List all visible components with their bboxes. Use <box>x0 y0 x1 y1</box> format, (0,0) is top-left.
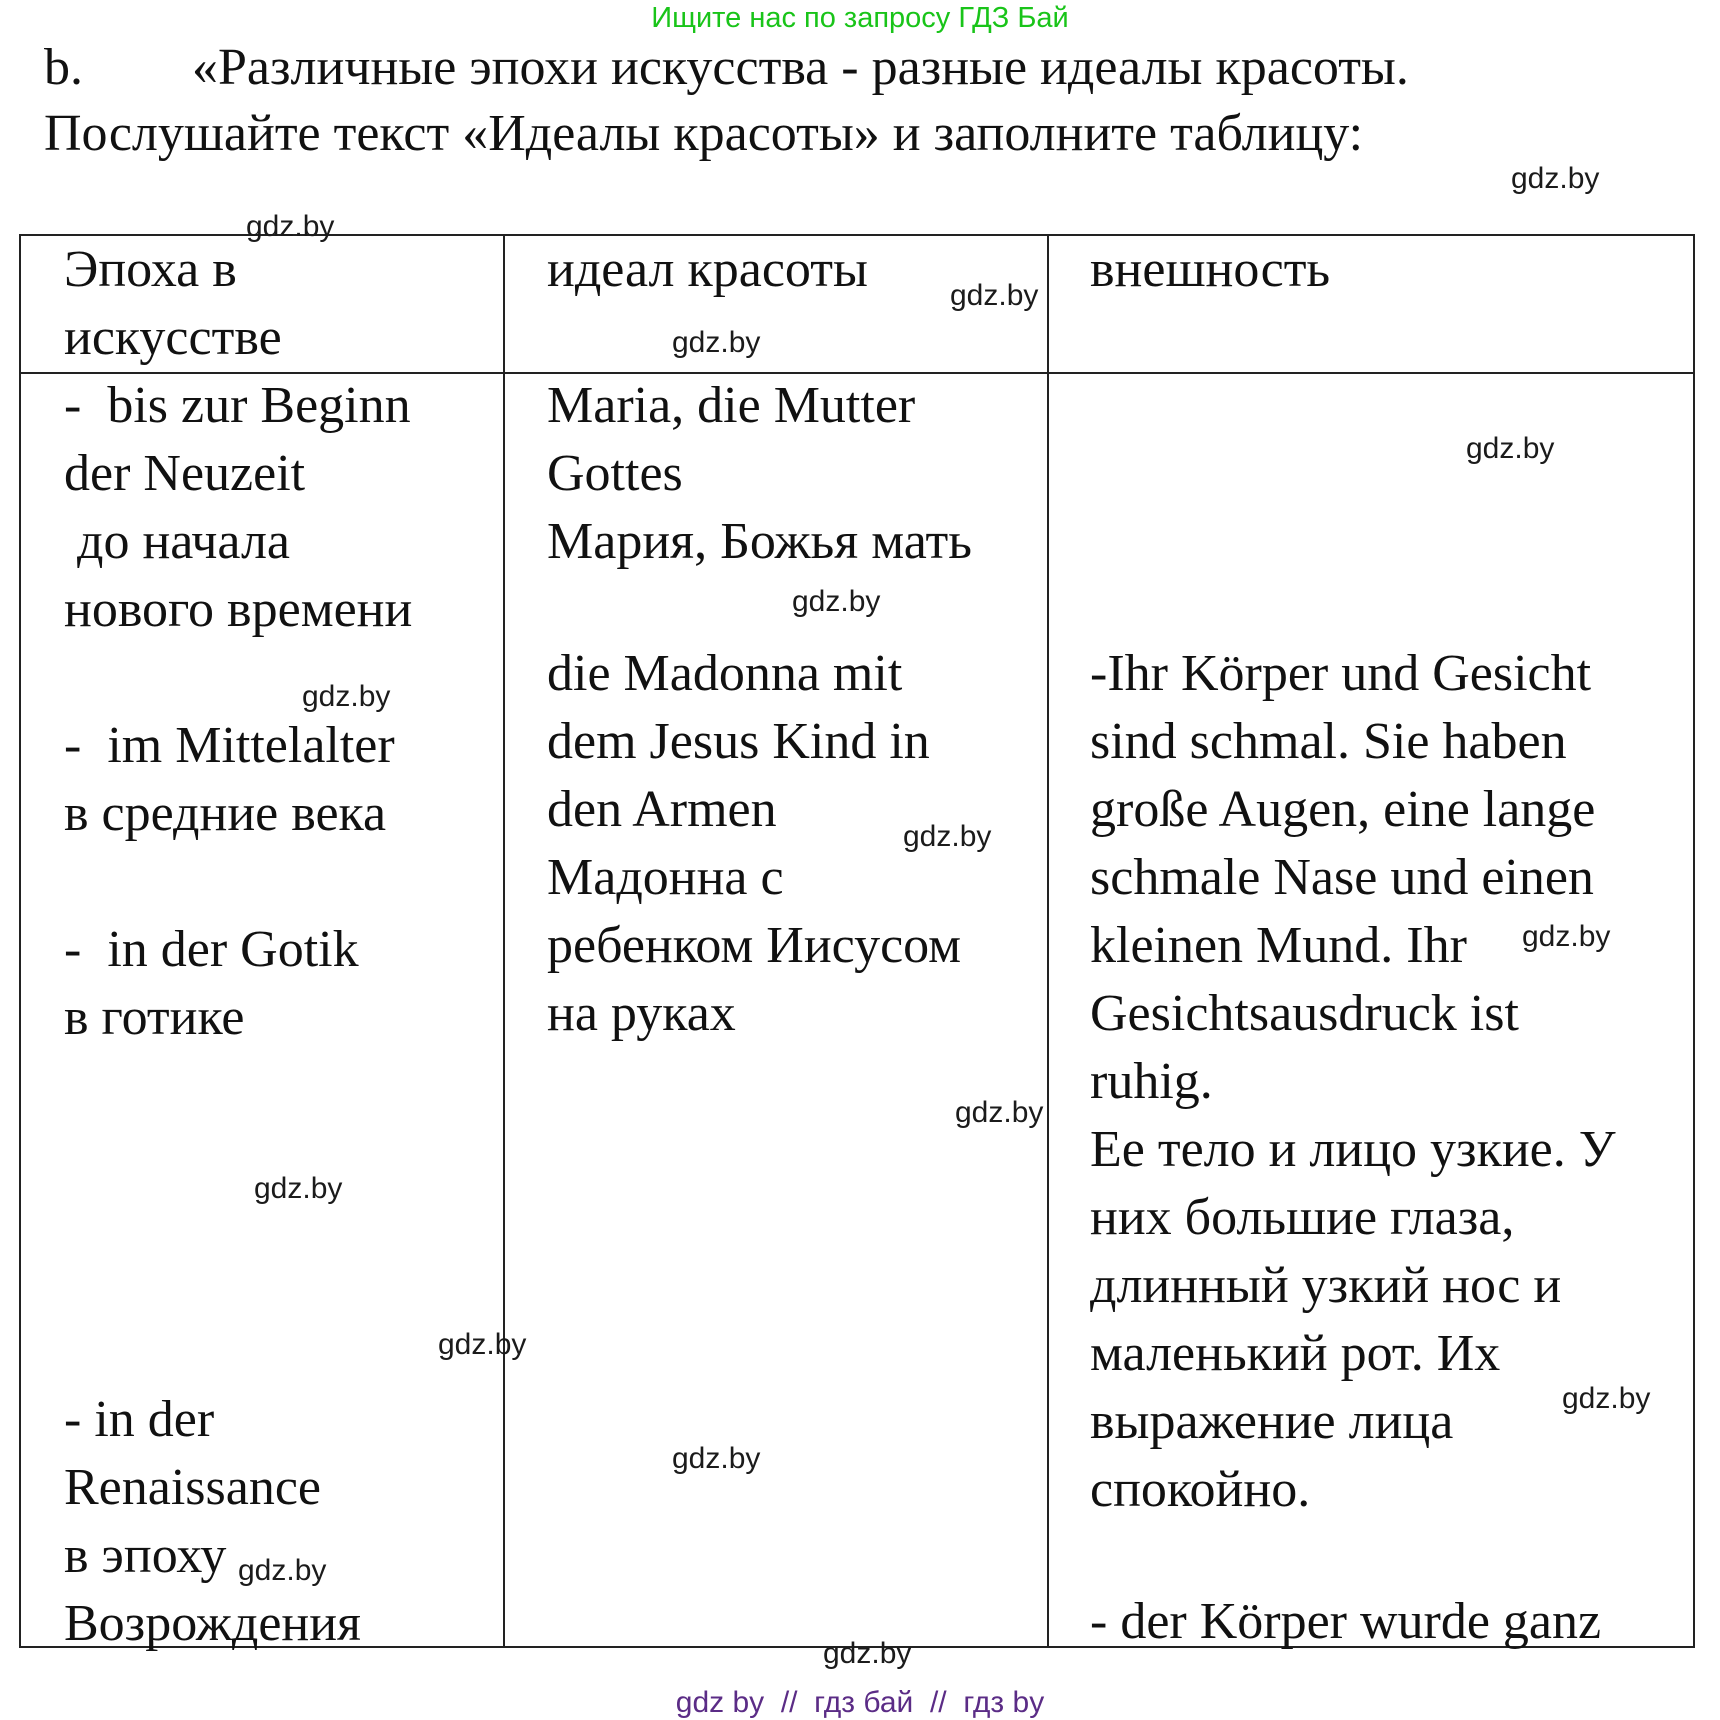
header-epoch: Эпоха в искусстве <box>64 241 282 366</box>
epoch-before-modern: - bis zur Beginn der Neuzeit до начала нового времени <box>64 377 413 638</box>
search-banner: Ищите нас по запросу ГДЗ Бай <box>651 2 1069 34</box>
watermark: gdz.by <box>302 680 391 713</box>
header-appearance: внешность <box>1090 241 1331 298</box>
epoch-middle-ages: - im Mittelalter в средние века <box>64 717 395 842</box>
header-ideal: идеал красоты <box>547 241 868 298</box>
watermark: gdz.by <box>254 1172 343 1205</box>
task-letter: b. <box>44 39 83 96</box>
watermark: gdz.by <box>672 326 761 359</box>
watermark: gdz.by <box>903 820 992 853</box>
column-divider <box>503 236 505 1646</box>
appearance-description: -Ihr Körper und Gesicht sind schmal. Sie haben große Augen, eine lange schmale Nase und einen kleinen Mund. Ihr Gesichtsausdruck ist ruhig. Ее тело и лицо узкие. У них большие глаза, длинный узкий нос и маленький рот. Их выражение лица спокойно. <box>1090 645 1616 1518</box>
watermark: gdz.by <box>238 1554 327 1587</box>
watermark: gdz.by <box>792 585 881 618</box>
epoch-renaissance: - in der Renaissance в эпоху Возрождения <box>64 1391 361 1652</box>
watermark: gdz.by <box>955 1096 1044 1129</box>
watermark: gdz.by <box>672 1442 761 1475</box>
watermark: gdz.by <box>1466 432 1555 465</box>
answer-table <box>19 234 1695 1652</box>
watermark: gdz.by <box>1511 162 1600 195</box>
watermark: gdz.by <box>438 1328 527 1361</box>
column-divider <box>1047 236 1049 1646</box>
ideal-madonna: die Madonna mit dem Jesus Kind in den Armen Мадонна с ребенком Иисусом на руках <box>547 645 962 1042</box>
appearance-description-continued: - der Körper wurde ganz <box>1090 1593 1602 1650</box>
watermark: gdz.by <box>823 1637 912 1670</box>
footer-links: gdz by // гдз бай // гдз by <box>675 1686 1045 1719</box>
watermark: gdz.by <box>1562 1382 1651 1415</box>
task-title-line2: Послушайте текст «Идеалы красоты» и заполните таблицу: <box>44 105 1364 162</box>
watermark: gdz.by <box>1522 920 1611 953</box>
watermark: gdz.by <box>950 279 1039 312</box>
ideal-maria: Maria, die Mutter Gottes Мария, Божья мать <box>547 377 972 570</box>
task-title-line1: «Различные эпохи искусства - разные идеалы красоты. <box>192 39 1409 96</box>
task-heading-line1 <box>44 38 1409 98</box>
epoch-gothic: - in der Gotik в готике <box>64 921 359 1046</box>
watermark: gdz.by <box>246 210 335 243</box>
